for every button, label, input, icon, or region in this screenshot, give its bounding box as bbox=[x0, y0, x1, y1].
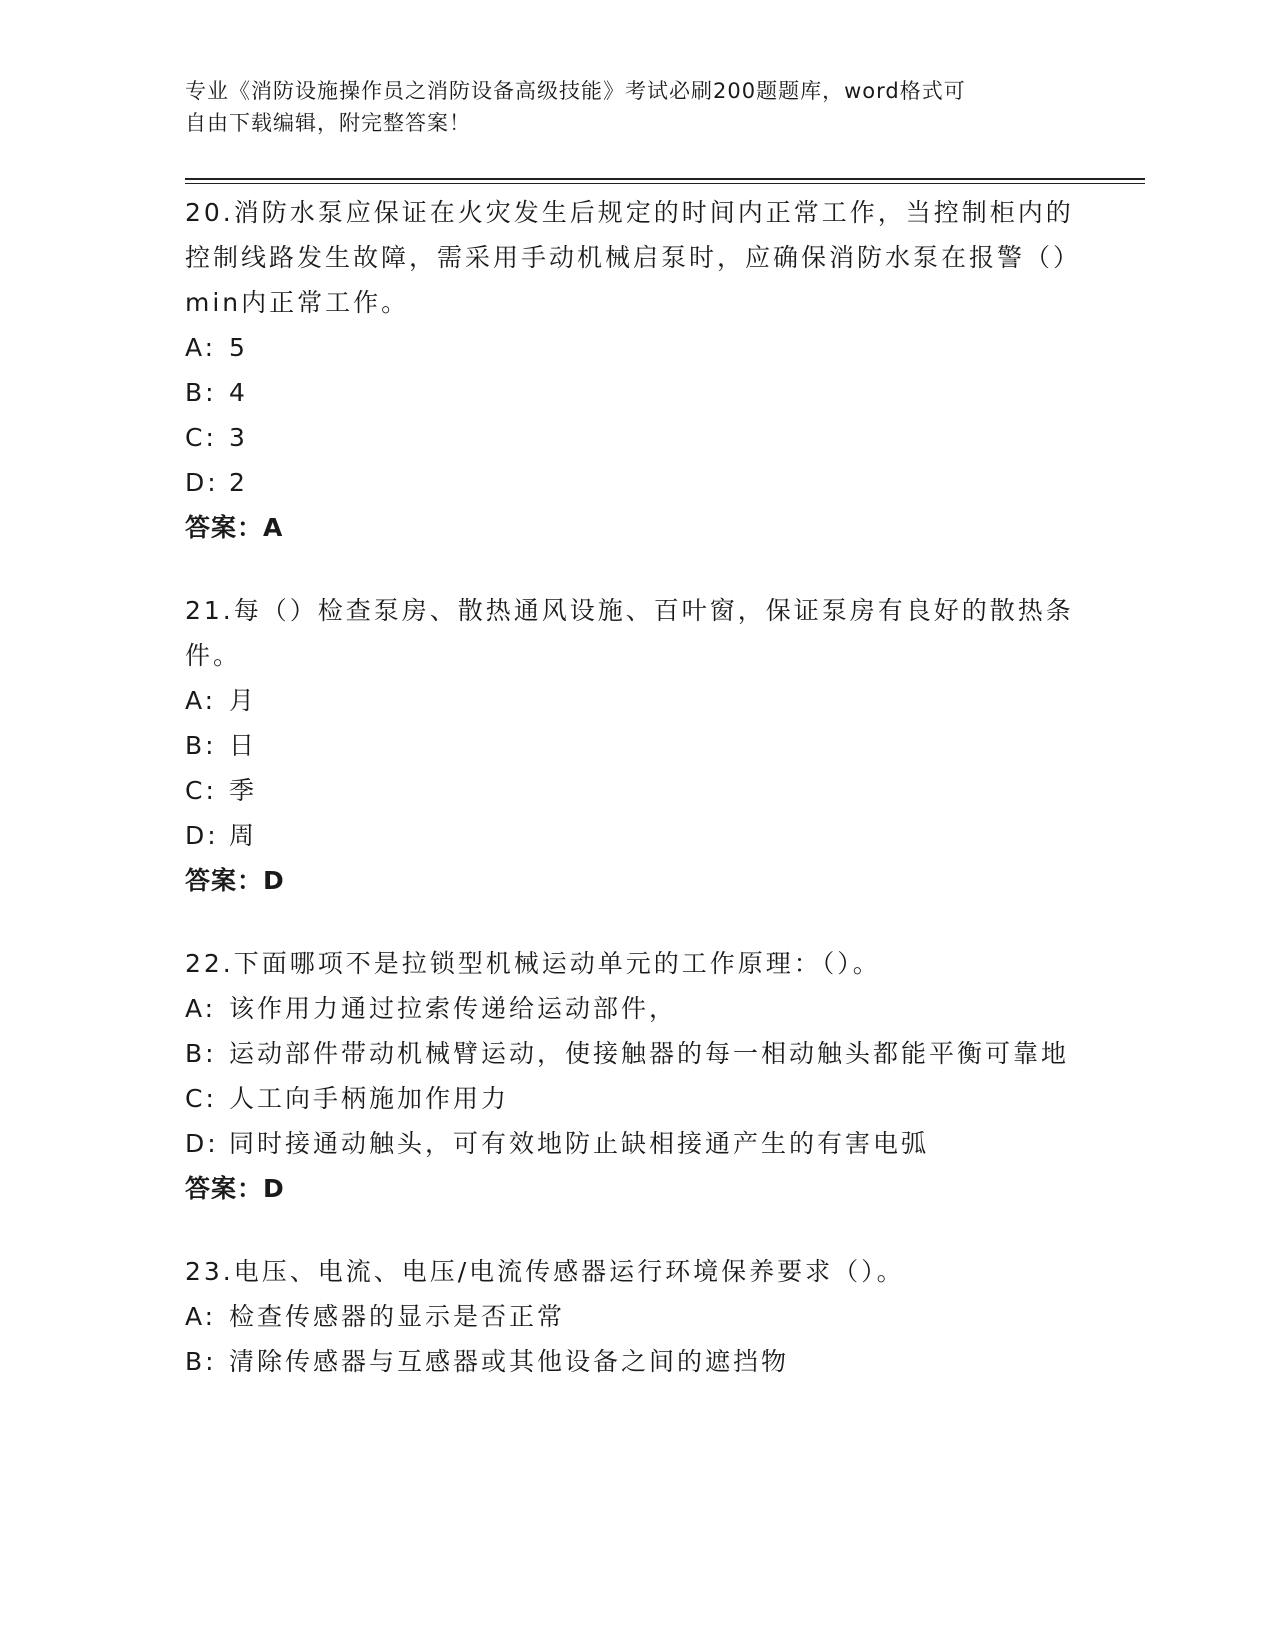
question-21 bbox=[185, 588, 1085, 903]
option-key: B: bbox=[185, 378, 217, 407]
question-stem: 21.每（）检查泵房、散热通风设施、百叶窗，保证泵房有良好的散热条件。 bbox=[185, 596, 1074, 670]
header-line-2: 自由下载编辑，附完整答案！ bbox=[185, 111, 471, 135]
option-text: 月 bbox=[229, 686, 258, 715]
question-stem: 22.下面哪项不是拉锁型机械运动单元的工作原理：（）。 bbox=[185, 949, 881, 978]
option-key: C: bbox=[185, 423, 217, 452]
document-header bbox=[185, 75, 1065, 139]
option-key: B: bbox=[185, 1039, 217, 1068]
option-text: 清除传感器与互感器或其他设备之间的遮挡物 bbox=[229, 1347, 790, 1376]
option-text: 该作用力通过拉索传递给运动部件， bbox=[229, 994, 678, 1023]
option-key: A: bbox=[185, 1302, 217, 1331]
option-d bbox=[185, 460, 1085, 505]
option-text: 人工向手柄施加作用力 bbox=[229, 1084, 510, 1113]
question-23 bbox=[185, 1249, 1085, 1384]
answer-line: 答案：A bbox=[185, 513, 284, 542]
option-c bbox=[185, 768, 1085, 813]
option-b bbox=[185, 723, 1085, 768]
answer-line: 答案：D bbox=[185, 866, 285, 895]
option-a bbox=[185, 1294, 1085, 1339]
option-text: 检查传感器的显示是否正常 bbox=[229, 1302, 566, 1331]
option-key: D: bbox=[185, 1129, 219, 1158]
option-a bbox=[185, 678, 1085, 723]
header-line-1: 专业《消防设施操作员之消防设备高级技能》考试必刷200题题库，word格式可 bbox=[185, 79, 966, 103]
option-b bbox=[185, 370, 1085, 415]
option-b bbox=[185, 1339, 1085, 1384]
option-key: D: bbox=[185, 821, 219, 850]
option-text: 同时接通动触头，可有效地防止缺相接通产生的有害电弧 bbox=[229, 1129, 930, 1158]
option-text: 3 bbox=[229, 423, 248, 452]
question-22 bbox=[185, 941, 1085, 1211]
option-key: C: bbox=[185, 1084, 217, 1113]
question-stem: 20.消防水泵应保证在火灾发生后规定的时间内正常工作，当控制柜内的控制线路发生故障，需采用手动机械启泵时，应确保消防水泵在报警（）min内正常工作。 bbox=[185, 198, 1082, 317]
question-20 bbox=[185, 190, 1085, 550]
option-text: 周 bbox=[229, 821, 258, 850]
option-d bbox=[185, 813, 1085, 858]
option-text: 5 bbox=[229, 333, 248, 362]
header-divider bbox=[185, 178, 1145, 184]
option-key: C: bbox=[185, 776, 217, 805]
option-key: B: bbox=[185, 1347, 217, 1376]
option-c bbox=[185, 415, 1085, 460]
option-text: 2 bbox=[229, 468, 248, 497]
question-list bbox=[185, 190, 1085, 1422]
option-d bbox=[185, 1121, 1085, 1166]
option-key: A: bbox=[185, 994, 217, 1023]
option-text: 季 bbox=[229, 776, 258, 805]
option-text: 日 bbox=[229, 731, 258, 760]
option-a bbox=[185, 325, 1085, 370]
question-stem: 23.电压、电流、电压/电流传感器运行环境保养要求（）。 bbox=[185, 1257, 905, 1286]
option-text: 运动部件带动机械臂运动，使接触器的每一相动触头都能平衡可靠地 bbox=[229, 1039, 1070, 1068]
option-c bbox=[185, 1076, 1085, 1121]
option-text: 4 bbox=[229, 378, 248, 407]
option-key: B: bbox=[185, 731, 217, 760]
option-a bbox=[185, 986, 1085, 1031]
option-key: A: bbox=[185, 686, 217, 715]
option-key: A: bbox=[185, 333, 217, 362]
document-page bbox=[185, 0, 1145, 1650]
option-b bbox=[185, 1031, 1085, 1076]
option-key: D: bbox=[185, 468, 219, 497]
answer-line: 答案：D bbox=[185, 1174, 285, 1203]
